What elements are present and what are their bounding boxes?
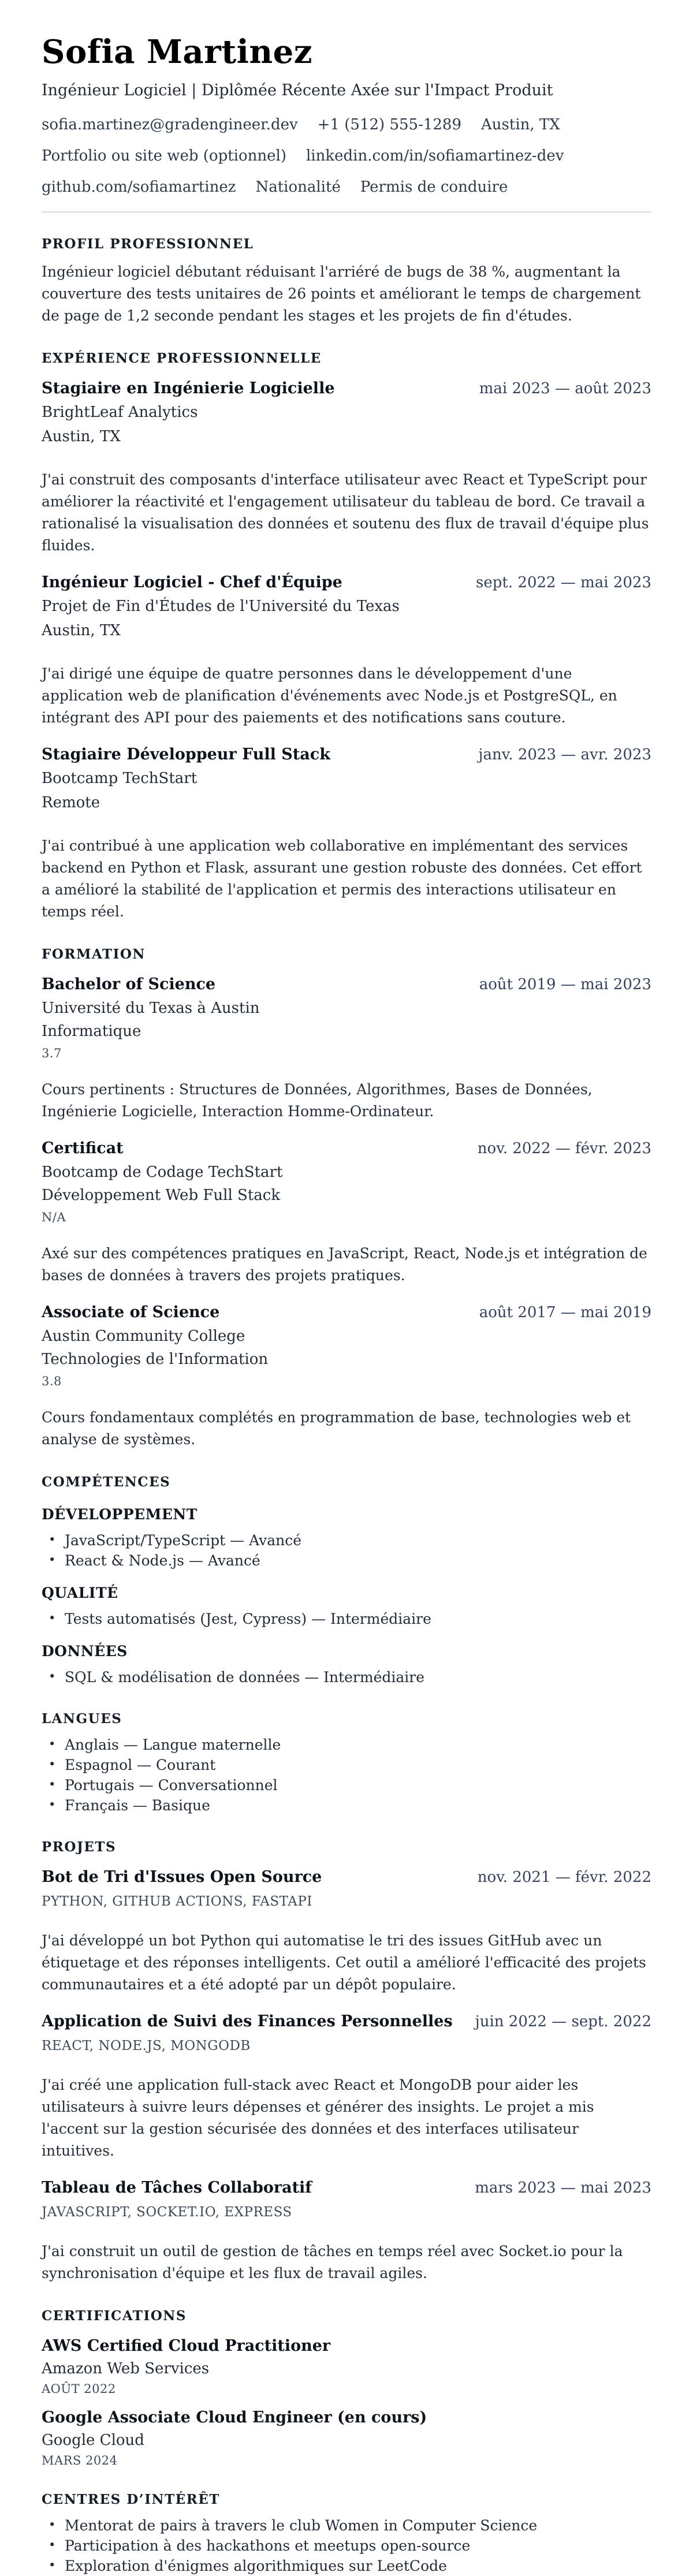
nationality-text: Nationalité (255, 178, 341, 196)
skill-item: • SQL & modélisation de données — Intermédiaire (42, 1667, 651, 1687)
education-heading: FORMATION (42, 946, 146, 962)
job-location: Remote (42, 794, 100, 811)
education-description: Cours fondamentaux complétés en programmation de base, technologies web et analyse de systèmes. (42, 1409, 631, 1448)
skill-group-heading: DÉVELOPPEMENT (42, 1506, 198, 1523)
school-name: Université du Texas à Austin (42, 1000, 260, 1017)
projects-heading: PROJETS (42, 1839, 117, 1855)
interest-item: • Participation à des hackathons et meetups open-source (42, 2536, 651, 2556)
job-title: Stagiaire Développeur Full Stack (42, 745, 330, 763)
linkedin-text: linkedin.com/in/sofiamartinez-dev (305, 147, 564, 165)
contact-row-2 (42, 146, 651, 166)
job-dates: sept. 2022 — mai 2023 (476, 574, 651, 591)
section-certifications (42, 2306, 651, 2468)
language-item: • Portugais — Conversationnel (42, 1775, 651, 1795)
project-title: Tableau de Tâches Collaboratif (42, 2179, 312, 2197)
certification-issuer: Amazon Web Services (42, 2360, 210, 2377)
skill-list (42, 1530, 651, 1571)
job-description: J'ai construit des composants d'interface utilisateur avec React et TypeScript pour améliorer la réactivité et l'engagement utilisateur du tableau de bord. Ce travail a rationalisé la visualisation des données et soutenu des flux de travail d'équipe plus fluides. (42, 471, 649, 554)
project-entry (42, 1866, 651, 1996)
field-of-study: Informatique (42, 1023, 141, 1040)
education-title-row (42, 1302, 651, 1324)
section-profile (42, 234, 651, 327)
certification-date: MARS 2024 (42, 2454, 118, 2467)
project-title: Bot de Tri d'Issues Open Source (42, 1868, 322, 1886)
project-stack: PYTHON, GITHUB ACTIONS, FASTAPI (42, 1894, 312, 1909)
project-dates: nov. 2021 — févr. 2022 (477, 1869, 651, 1886)
language-list (42, 1735, 651, 1815)
job-entry (42, 378, 651, 557)
project-description: J'ai construit un outil de gestion de tâches en temps réel avec Socket.io pour la synchronisation d'équipe et les flux de travail agiles. (42, 2243, 623, 2282)
language-item: • Français — Basique (42, 1795, 651, 1815)
section-projects (42, 1837, 651, 2284)
education-entry (42, 1302, 651, 1451)
section-skills (42, 1472, 651, 1687)
project-stack: JAVASCRIPT, SOCKET.IO, EXPRESS (42, 2205, 292, 2220)
portfolio-text: Portfolio ou site web (optionnel) (42, 147, 286, 165)
languages-heading: LANGUES (42, 1711, 122, 1727)
project-title-row (42, 2177, 651, 2199)
job-company: Bootcamp TechStart (42, 770, 198, 787)
job-title: Ingénieur Logiciel - Chef d'Équipe (42, 573, 342, 591)
degree-title: Associate of Science (42, 1303, 220, 1321)
profile-summary: Ingénieur logiciel débutant réduisant l'arriéré de bugs de 38 %, augmentant la couverture des tests unitaires de 26 points et améliorant le temps de chargement de page de 1,2 seconde pendant les stages et les projets de fin d'études. (42, 263, 641, 324)
job-location: Austin, TX (42, 622, 121, 639)
skill-group-heading: DONNÉES (42, 1643, 128, 1660)
school-name: Bootcamp de Codage TechStart (42, 1164, 283, 1181)
job-title: Stagiaire en Ingénierie Logicielle (42, 379, 335, 397)
job-dates: janv. 2023 — avr. 2023 (478, 746, 651, 763)
skill-list (42, 1609, 651, 1629)
certification-name: AWS Certified Cloud Practitioner (42, 2337, 331, 2355)
project-title-row (42, 2011, 651, 2033)
interest-list (42, 2515, 651, 2576)
education-title-row (42, 1138, 651, 1160)
headline: Ingénieur Logiciel | Diplômée Récente Axée sur l'Impact Produit (42, 81, 553, 99)
certification-entry (42, 2407, 651, 2468)
gpa-value: 3.7 (42, 1046, 62, 1060)
job-company: BrightLeaf Analytics (42, 404, 198, 421)
profile-heading: PROFIL PROFESSIONNEL (42, 236, 254, 252)
project-description: J'ai créé une application full-stack avec React et MongoDB pour aider les utilisateurs à suivre leurs dépenses et générer des insights. Le projet a mis l'accent sur la gestion sécurisée des données et des interfaces utilisateur intuitives. (42, 2077, 594, 2159)
education-dates: août 2019 — mai 2023 (479, 976, 651, 993)
skill-item: • JavaScript/TypeScript — Avancé (42, 1530, 651, 1550)
job-location: Austin, TX (42, 428, 121, 445)
skill-group-heading: QUALITÉ (42, 1585, 118, 1601)
job-company: Projet de Fin d'Études de l'Université du Texas (42, 598, 400, 615)
driving-license-text: Permis de conduire (360, 178, 508, 196)
gpa-value: 3.8 (42, 1374, 62, 1388)
field-of-study: Développement Web Full Stack (42, 1187, 281, 1204)
job-dates: mai 2023 — août 2023 (479, 380, 651, 397)
certification-entry (42, 2335, 651, 2396)
certification-date: AOÛT 2022 (42, 2382, 116, 2396)
education-dates: août 2017 — mai 2019 (479, 1304, 651, 1321)
experience-heading: EXPÉRIENCE PROFESSIONNELLE (42, 351, 322, 366)
job-title-row (42, 572, 651, 594)
skills-heading: COMPÉTENCES (42, 1474, 171, 1490)
section-education (42, 945, 651, 1451)
education-description: Axé sur des compétences pratiques en JavaScript, React, Node.js et intégration de bases de données à travers des projets pratiques. (42, 1245, 647, 1284)
language-item: • Anglais — Langue maternelle (42, 1735, 651, 1755)
location-text: Austin, TX (481, 116, 560, 133)
skill-list (42, 1667, 651, 1687)
contact-row-3 (42, 177, 651, 197)
job-entry (42, 572, 651, 729)
project-dates: juin 2022 — sept. 2022 (475, 2013, 651, 2030)
github-text: github.com/sofiamartinez (42, 178, 236, 196)
contact-row-1 (42, 114, 651, 135)
section-experience (42, 349, 651, 923)
section-languages (42, 1709, 651, 1815)
gpa-value: N/A (42, 1210, 66, 1224)
skill-item: • Tests automatisés (Jest, Cypress) — Intermédiaire (42, 1609, 651, 1629)
project-description: J'ai développé un bot Python qui automatise le tri des issues GitHub avec un étiquetage et des réponses intelligents. Cet outil a amélioré l'efficacité des projets communautaires et a été adopté par un dépôt populaire. (42, 1932, 646, 1993)
person-name: Sofia Martinez (42, 33, 312, 71)
interests-heading: CENTRES D’INTÉRÊT (42, 2492, 220, 2507)
header-divider (42, 211, 651, 213)
certification-name: Google Associate Cloud Engineer (en cours) (42, 2409, 427, 2426)
skill-item: • React & Node.js — Avancé (42, 1550, 651, 1571)
phone-text: +1 (512) 555-1289 (317, 116, 462, 133)
section-interests (42, 2490, 651, 2576)
education-description: Cours pertinents : Structures de Données, Algorithmes, Bases de Données, Ingénierie Logicielle, Interaction Homme-Ordinateur. (42, 1081, 593, 1120)
education-dates: nov. 2022 — févr. 2023 (477, 1140, 651, 1157)
education-entry (42, 974, 651, 1123)
job-entry (42, 744, 651, 923)
job-title-row (42, 378, 651, 400)
field-of-study: Technologies de l'Information (42, 1351, 269, 1368)
certification-issuer: Google Cloud (42, 2432, 144, 2449)
degree-title: Certificat (42, 1139, 124, 1157)
project-entry (42, 2177, 651, 2284)
project-entry (42, 2011, 651, 2162)
project-dates: mars 2023 — mai 2023 (475, 2179, 651, 2197)
project-stack: REACT, NODE.JS, MONGODB (42, 2038, 251, 2053)
resume-header (42, 33, 651, 213)
job-title-row (42, 744, 651, 766)
school-name: Austin Community College (42, 1328, 245, 1345)
interest-item: • Exploration d'énigmes algorithmiques sur LeetCode (42, 2556, 651, 2576)
email-text: sofia.martinez@gradengineer.dev (42, 116, 298, 133)
education-entry (42, 1138, 651, 1287)
certifications-heading: CERTIFICATIONS (42, 2308, 187, 2324)
degree-title: Bachelor of Science (42, 975, 216, 993)
language-item: • Espagnol — Courant (42, 1755, 651, 1775)
job-description: J'ai contribué à une application web collaborative en implémentant des services backend en Python et Flask, assurant une gestion robuste des données. Cet effort a amélioré la stabilité de l'application et permis des interactions utilisateur en temps réel. (42, 837, 642, 920)
interest-item: • Mentorat de pairs à travers le club Women in Computer Science (42, 2515, 651, 2536)
project-title-row (42, 1866, 651, 1888)
job-description: J'ai dirigé une équipe de quatre personnes dans le développement d'une application web de planification d'événements avec Node.js et PostgreSQL, en intégrant des API pour des paiements et des notifications sans couture. (42, 665, 617, 726)
education-title-row (42, 974, 651, 996)
project-title: Application de Suivi des Finances Personnelles (42, 2012, 453, 2030)
